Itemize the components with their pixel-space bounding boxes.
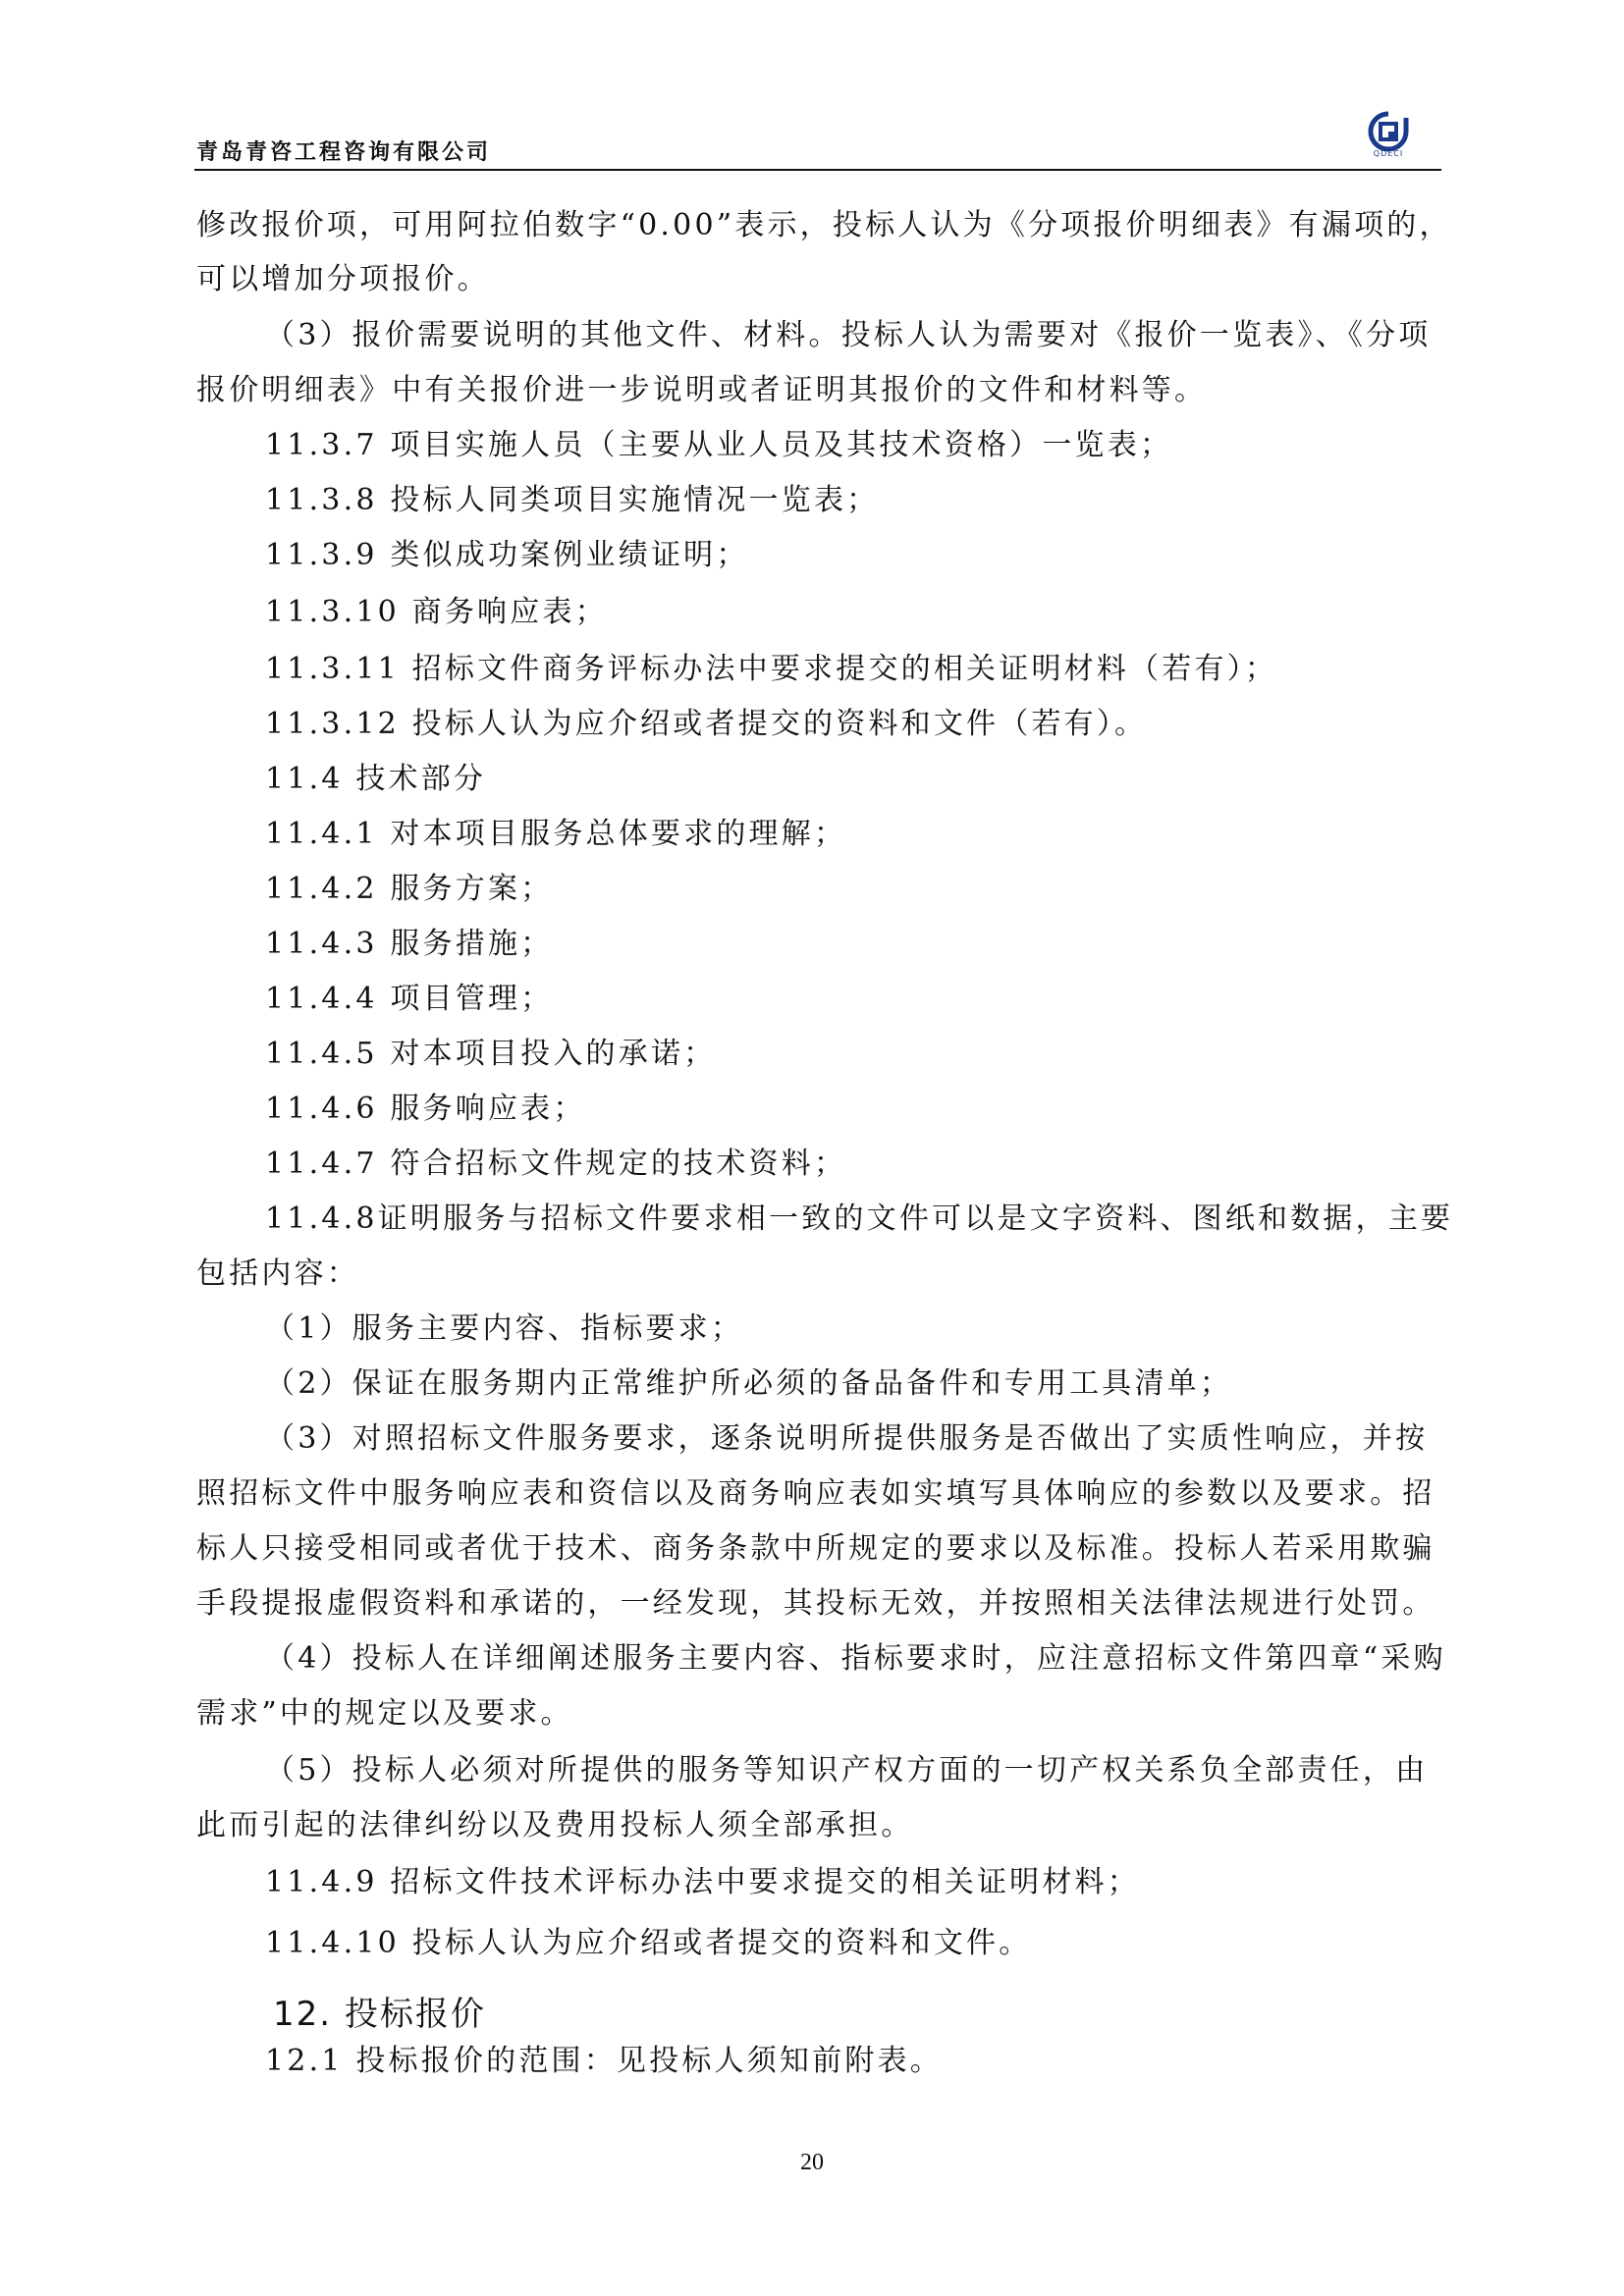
body-line: 手段提报虚假资料和承诺的，一经发现，其投标无效，并按照相关法律法规进行处罚。 [196, 1586, 1435, 1621]
body-line: 11.4.7 符合招标文件规定的技术资料； [265, 1147, 847, 1181]
body-line: 11.4.1 对本项目服务总体要求的理解； [265, 817, 847, 851]
body-line: 11.4.8证明服务与招标文件要求相一致的文件可以是文字资料、图纸和数据，主要 [265, 1201, 1454, 1236]
body-line: （3）报价需要说明的其他文件、材料。投标人认为需要对《报价一览表》、《分项 [265, 318, 1432, 352]
body-line: 报价明细表》中有关报价进一步说明或者证明其报价的文件和材料等。 [196, 373, 1208, 407]
body-line: 可以增加分项报价。 [196, 262, 490, 296]
body-line: 11.4.9 招标文件技术评标办法中要求提交的相关证明材料； [265, 1865, 1140, 1899]
body-line: （4）投标人在详细阐述服务主要内容、指标要求时，应注意招标文件第四章“采购 [265, 1641, 1446, 1676]
body-line: 12.1 投标报价的范围：见投标人须知前附表。 [265, 2044, 943, 2078]
body-line: （2）保证在服务期内正常维护所必须的备品备件和专用工具清单； [265, 1366, 1233, 1401]
body-line: （3）对照招标文件服务要求，逐条说明所提供服务是否做出了实质性响应，并按 [265, 1421, 1429, 1456]
header-divider [194, 169, 1441, 171]
section-heading: 12. 投标报价 [273, 1995, 486, 2034]
body-line: 照招标文件中服务响应表和资信以及商务响应表如实填写具体响应的参数以及要求。招 [196, 1476, 1435, 1511]
body-line: 11.4.5 对本项目投入的承诺； [265, 1037, 717, 1071]
body-line: 11.3.8 投标人同类项目实施情况一览表； [265, 483, 880, 517]
body-line: 11.3.10 商务响应表； [265, 595, 608, 629]
body-line: 11.4.10 投标人认为应介绍或者提交的资料和文件。 [265, 1926, 1032, 1960]
body-line: 11.4.3 服务措施； [265, 927, 554, 961]
body-line: （1）服务主要内容、指标要求； [265, 1311, 744, 1346]
body-line: 11.4.4 项目管理； [265, 982, 554, 1016]
body-line: 标人只接受相同或者优于技术、商务条款中所规定的要求以及标准。投标人若采用欺骗 [196, 1531, 1435, 1566]
body-line: 11.3.7 项目实施人员（主要从业人员及其技术资格）一览表； [265, 428, 1173, 462]
body-line: 11.3.9 类似成功案例业绩证明； [265, 538, 749, 572]
body-line: 修改报价项，可用阿拉伯数字“0.00”表示，投标人认为《分项报价明细表》有漏项的， [196, 208, 1452, 242]
body-line: 11.4.6 服务响应表； [265, 1092, 586, 1126]
body-line: 包括内容： [196, 1256, 359, 1291]
page-number: 20 [800, 2150, 824, 2175]
body-line: 需求”中的规定以及要求。 [196, 1696, 573, 1731]
body-line: （5）投标人必须对所提供的服务等知识产权方面的一切产权关系负全部责任，由 [265, 1753, 1429, 1788]
company-name: 青岛青咨工程咨询有限公司 [196, 140, 492, 165]
body-line: 11.4 技术部分 [265, 762, 487, 796]
body-line: 11.3.11 招标文件商务评标办法中要求提交的相关证明材料（若有）； [265, 652, 1278, 686]
body-line: 11.3.12 投标人认为应介绍或者提交的资料和文件（若有）。 [265, 707, 1148, 741]
body-line: 11.4.2 服务方案； [265, 872, 554, 906]
body-line: 此而引起的法律纠纷以及费用投标人须全部承担。 [196, 1808, 914, 1842]
logo-text: QDECI [1373, 149, 1404, 158]
